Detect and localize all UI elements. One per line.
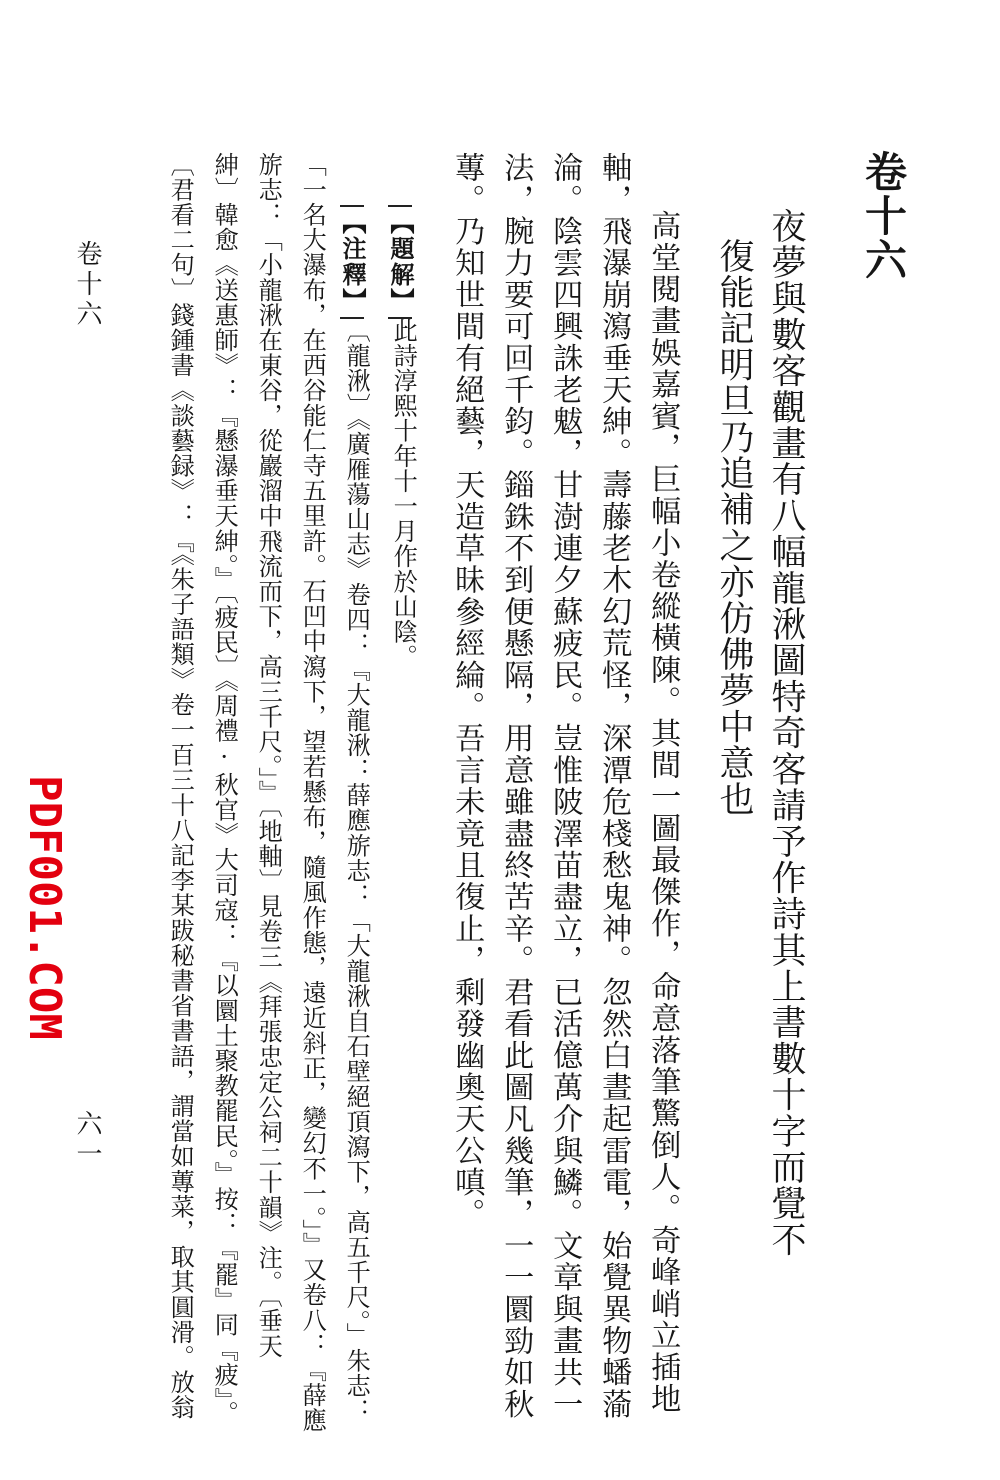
volume-title: 卷十六 bbox=[859, 150, 908, 282]
poem-line: 蓴。乃知世間有絕藝，天造草昧參經綸。吾言未竟且復止，剩發幽奧天公嗔。 bbox=[449, 152, 485, 1230]
annotation-line: 〔君看二句〕錢鍾書《談藝録》：『《朱子語類》卷一百三十八記李某跋秘書省書語，謂當如蓴菜，取其圓滑。放翁 bbox=[166, 152, 195, 1420]
annotation-line: 〔龍湫〕《廣雁蕩山志》卷四：『大龍湫：薛應旂志：「大龍湫自石壁絕頂瀉下，高五千尺。」朱志： bbox=[342, 318, 371, 1424]
poem-title-line-1: 夜夢與數客觀畫有八幅龍湫圖特奇客請予作詩其上書數十字而覺不 bbox=[766, 208, 806, 1258]
page-number: 六一 bbox=[72, 1110, 102, 1170]
annotation-line: 「一名大瀑布，在西谷能仁寺五里許。石凹中瀉下，望若懸布，隨風作態，遠近斜正，變幻不一。」』又卷八：『薛應 bbox=[298, 152, 327, 1433]
running-head: 卷十六 bbox=[72, 240, 102, 330]
annotation-header: 【注釋】 bbox=[340, 205, 364, 319]
poem-line: 法，腕力要可回千鈞。錙銖不到便懸隔，用意雖盡終苦辛。君看此圖凡幾筆，一一圜勁如秋 bbox=[498, 152, 534, 1420]
annotation-line: 旂志：「小龍湫在東谷，從巖溜中飛流而下，高三千尺。」』〔地軸〕見卷三《拜張忠定公祠二十韻》注。〔垂天 bbox=[254, 152, 283, 1359]
annotation-line: 紳〕韓愈《送惠師》：『懸瀑垂天紳。』〔疲民〕《周禮·秋官》大司寇：『以圜土聚教罷民。』按：『罷』同『疲』。 bbox=[210, 152, 239, 1426]
explanation-text: 此詩淳熙十年十一月作於山陰。 bbox=[389, 318, 418, 670]
poem-line: 高堂閱畫娛嘉賓，巨幅小卷縱橫陳。其間一圖最傑作，命意落筆驚倒人。奇峰峭立插地 bbox=[645, 210, 681, 1415]
poem-title-line-2: 復能記明旦乃追補之亦仿佛夢中意也 bbox=[714, 238, 754, 818]
poem-line: 軸，飛瀑崩瀉垂天紳。壽藤老木幻荒怪，深潭危棧愁鬼神。忽然白晝起雷電，始覺異物蟠蕍 bbox=[596, 152, 632, 1420]
watermark: PDF001.COM bbox=[19, 775, 70, 1040]
poem-line: 淪。陰雲四興誅老魃，甘澍連夕蘇疲民。豈惟陂澤苗盡立，已活億萬介與鱗。文章與畫共一 bbox=[547, 152, 583, 1420]
explanation-header: 【題解】 bbox=[388, 205, 412, 319]
